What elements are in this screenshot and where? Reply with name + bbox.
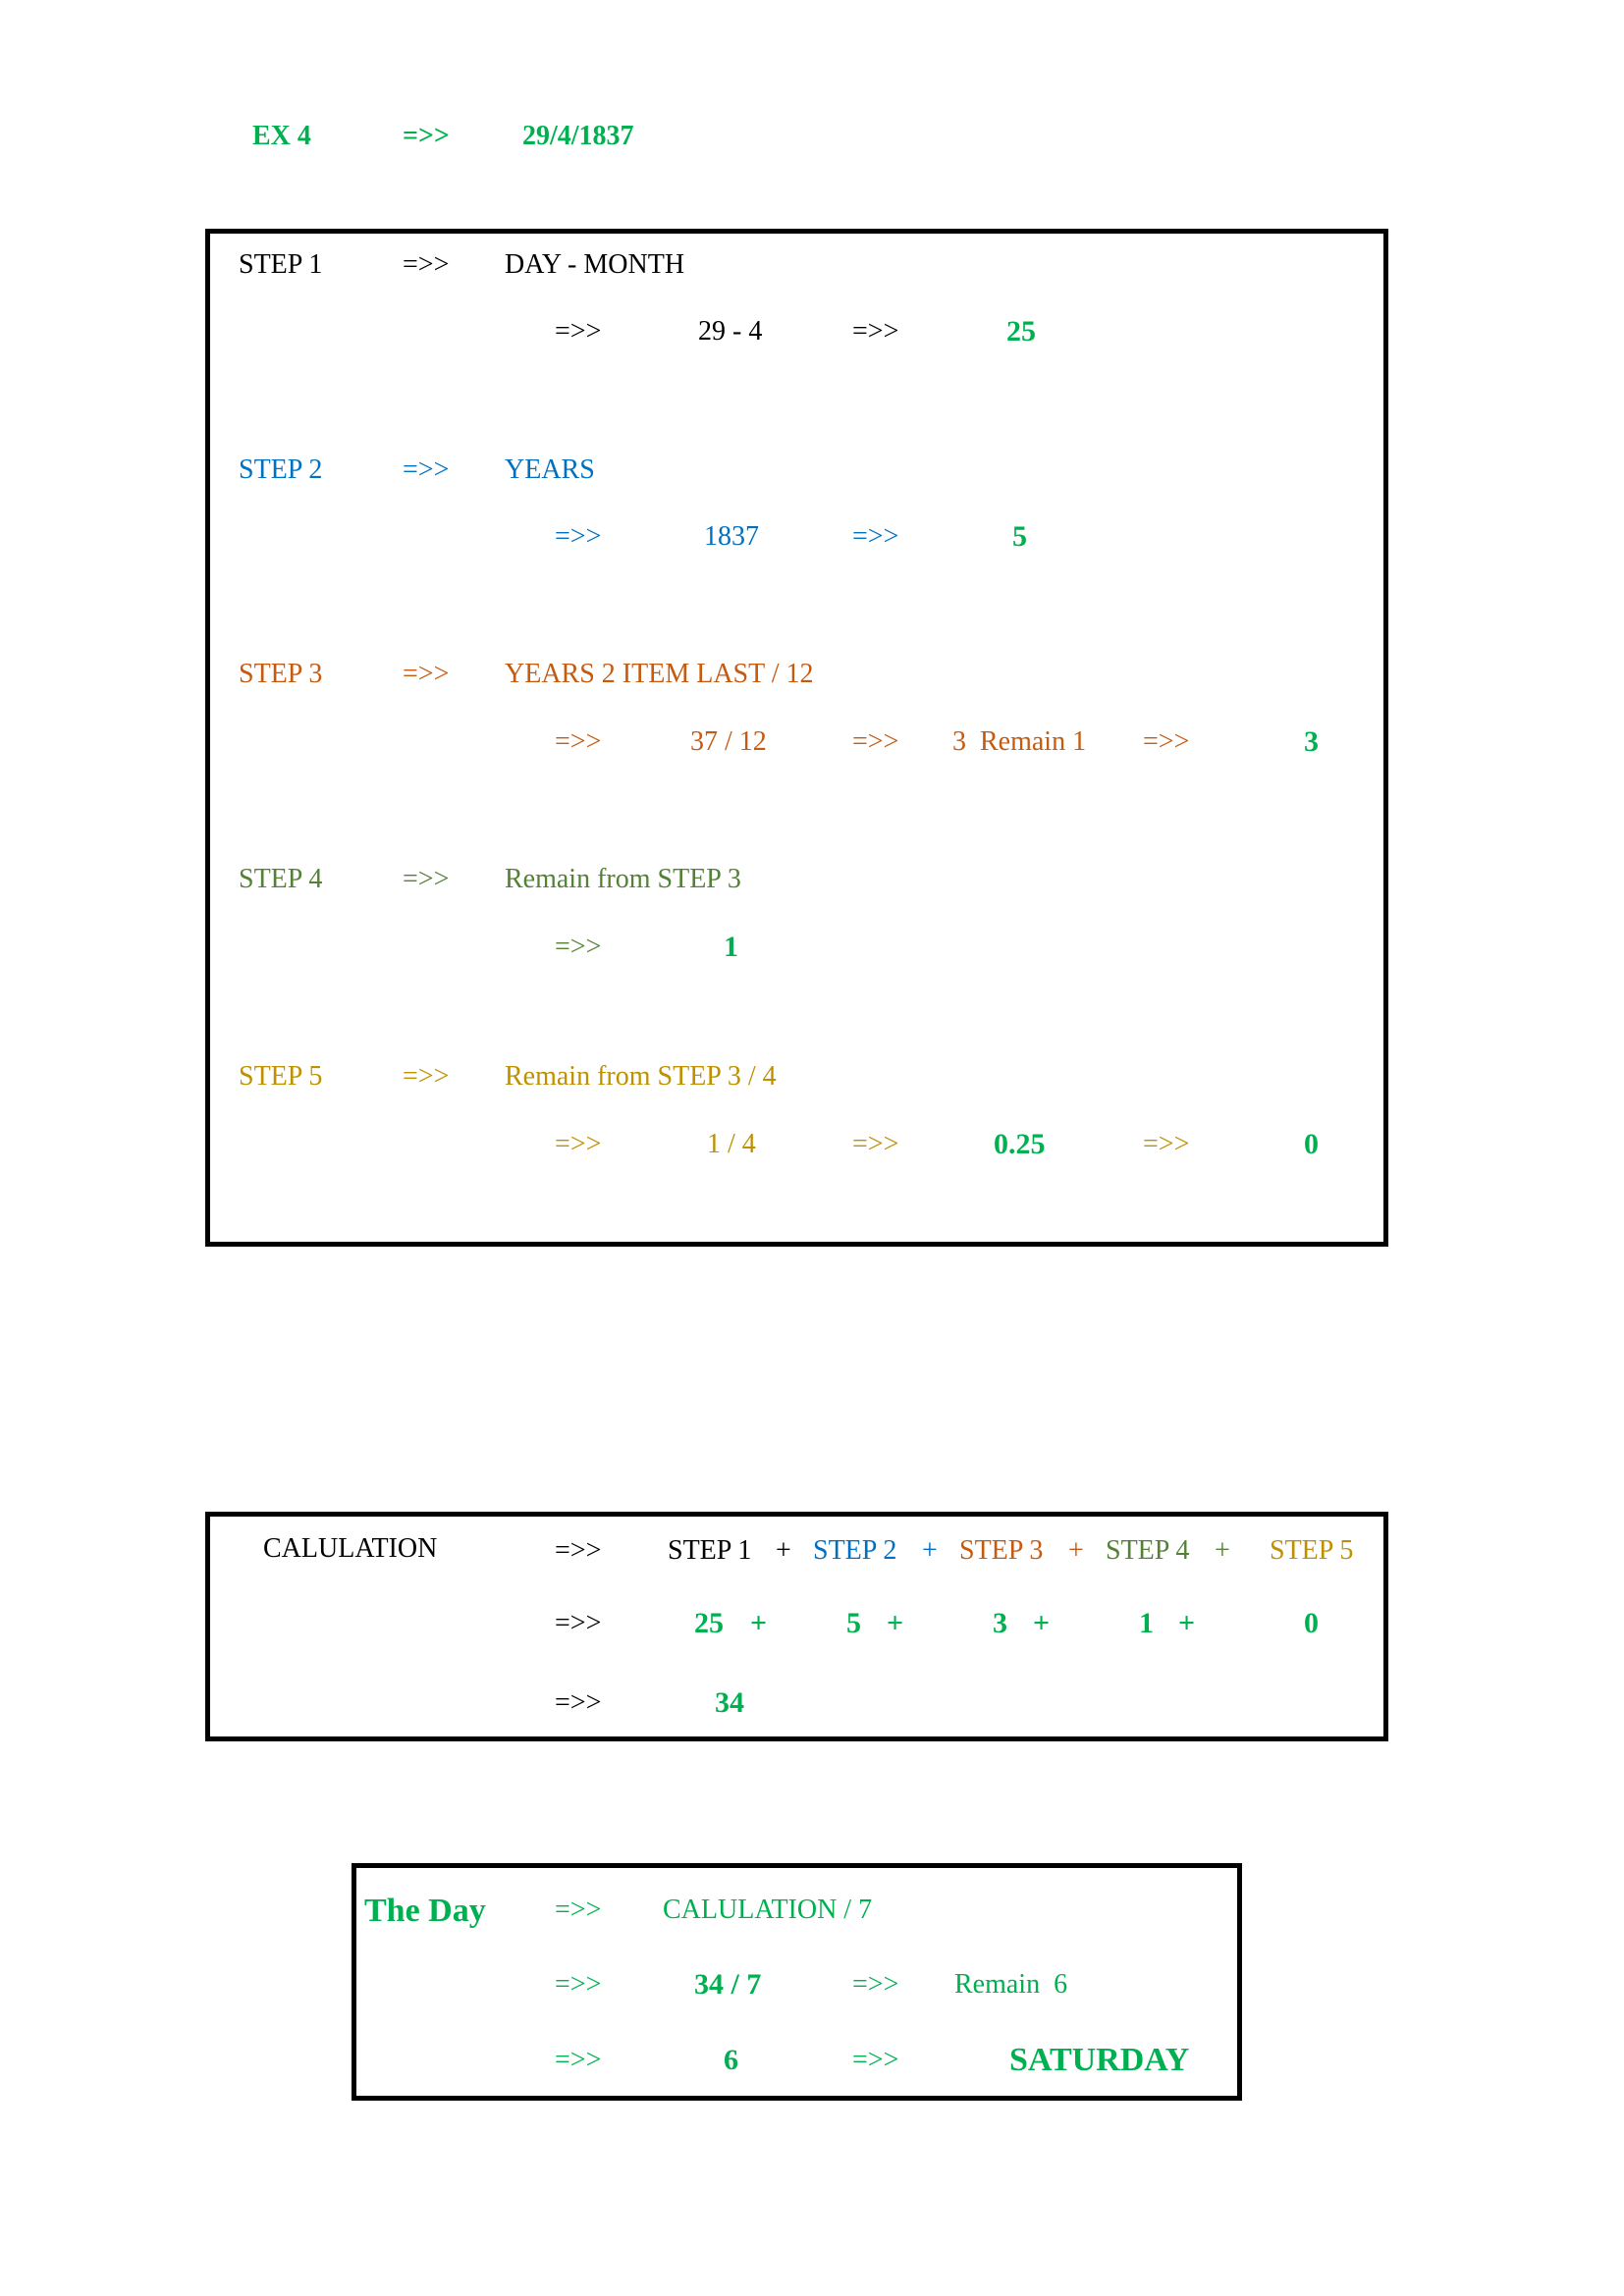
arrow: =>> [403,864,450,894]
step1-title: STEP 1 [239,249,323,280]
step5-result: 0 [1304,1128,1319,1160]
value-step1: 25 [694,1607,724,1639]
step3-result: 3 [1304,725,1319,758]
step3-quotient: 3 Remain 1 [952,726,1087,757]
arrow: =>> [403,659,450,689]
step1-desc: DAY - MONTH [505,249,685,280]
step2-result: 5 [1012,520,1027,553]
example-date: 29/4/1837 [522,121,634,151]
day-remainder: Remain 6 [954,1969,1068,2000]
step2-expr: 1837 [704,521,759,552]
arrow: =>> [555,1969,602,2000]
term-step4: STEP 4 [1106,1535,1190,1566]
step4-title: STEP 4 [239,864,323,894]
plus: + [1215,1535,1230,1566]
value-step2: 5 [846,1607,861,1639]
arrow: =>> [852,726,899,757]
day-formula: CALULATION / 7 [663,1895,873,1925]
arrow: =>> [852,1129,899,1159]
arrow: =>> [403,249,450,280]
step5-fraction: 0.25 [994,1128,1046,1160]
value-step3: 3 [993,1607,1007,1639]
the-day-label: The Day [364,1893,486,1929]
arrow: =>> [852,521,899,552]
day-number: 6 [724,2044,738,2076]
day-division: 34 / 7 [694,1968,762,2001]
arrow: =>> [555,316,602,347]
steps-box [205,229,1388,1247]
plus: + [750,1607,768,1639]
term-step2: STEP 2 [813,1535,897,1566]
step2-title: STEP 2 [239,454,323,485]
arrow: =>> [1143,726,1190,757]
arrow: =>> [852,1969,899,2000]
example-label: EX 4 [252,121,311,151]
term-step3: STEP 3 [959,1535,1044,1566]
calculation-total: 34 [715,1686,744,1719]
step4-result: 1 [724,931,738,963]
arrow: =>> [555,2045,602,2075]
plus: + [1033,1607,1051,1639]
calculation-label: CALULATION [263,1533,438,1564]
plus: + [887,1607,904,1639]
value-step4: 1 [1139,1607,1154,1639]
day-name: SATURDAY [1009,2042,1190,2078]
step3-title: STEP 3 [239,659,323,689]
arrow: =>> [403,454,450,485]
arrow: =>> [555,932,602,962]
arrow: =>> [555,1535,602,1566]
step3-desc: YEARS 2 ITEM LAST / 12 [505,659,814,689]
plus: + [776,1535,791,1566]
arrow: =>> [852,316,899,347]
arrow: =>> [555,1129,602,1159]
arrow: =>> [1143,1129,1190,1159]
step2-desc: YEARS [505,454,595,485]
plus: + [1178,1607,1196,1639]
plus: + [1068,1535,1084,1566]
value-step5: 0 [1304,1607,1319,1639]
step5-desc: Remain from STEP 3 / 4 [505,1061,777,1092]
arrow: =>> [403,121,450,151]
arrow: =>> [852,2045,899,2075]
term-step5: STEP 5 [1270,1535,1354,1566]
arrow: =>> [555,1608,602,1638]
term-step1: STEP 1 [668,1535,752,1566]
arrow: =>> [555,1895,602,1925]
step5-expr: 1 / 4 [707,1129,756,1159]
plus: + [922,1535,938,1566]
arrow: =>> [555,521,602,552]
step5-title: STEP 5 [239,1061,323,1092]
step1-expr: 29 - 4 [698,316,763,347]
arrow: =>> [555,1687,602,1718]
step4-desc: Remain from STEP 3 [505,864,741,894]
step1-result: 25 [1006,315,1036,347]
step3-expr: 37 / 12 [690,726,767,757]
arrow: =>> [555,726,602,757]
arrow: =>> [403,1061,450,1092]
